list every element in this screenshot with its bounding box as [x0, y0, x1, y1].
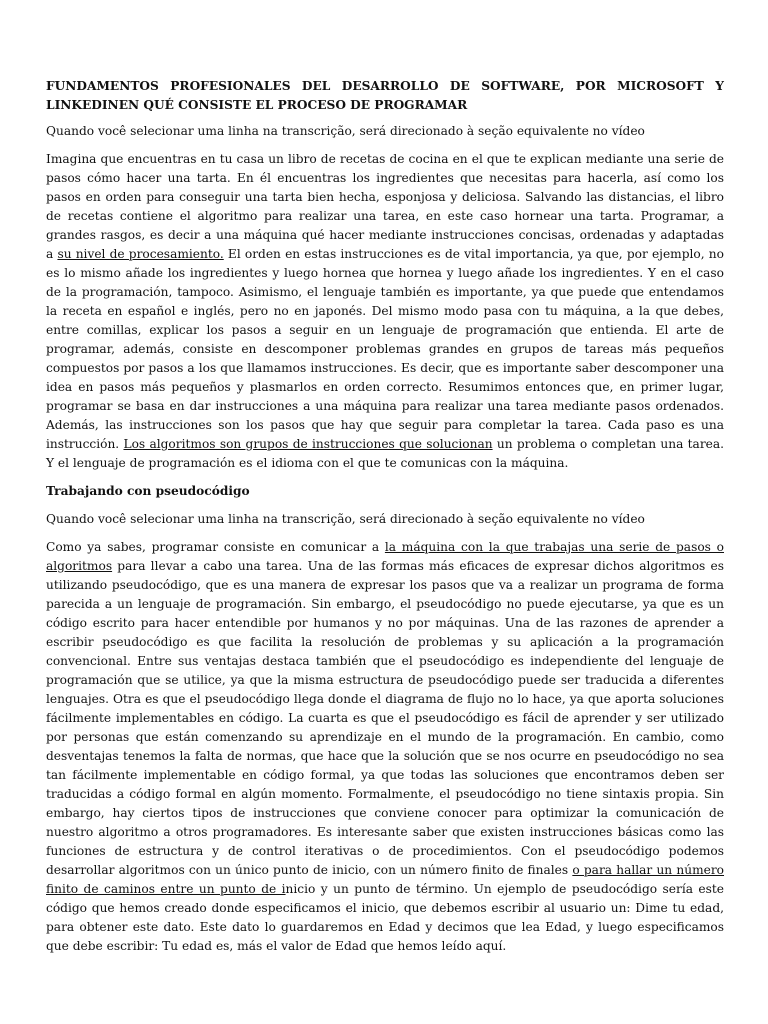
section-heading: Trabajando con pseudocódigo	[46, 484, 250, 498]
paragraph-text: El orden en estas instrucciones es de vital importancia, ya que, por ejemplo, no es lo mismo añade los ingredientes y luego hornea que hornea y luego añade los ingredientes. Y en el caso de la programación, tampoco. Asimismo, el lenguaje también es importante, ya que puede que entendamos la receta en español e inglés, pero no en japonés. Del mismo modo pasa con tu máquina, a la que debes, entre comillas, explicar los pasos a seguir en un lenguaje de programación que entienda. El arte de programar, además, consiste en descomponer problemas grandes en grupos de tareas más pequeños compuestos por pasos a los que llamamos instrucciones. Es decir, que es importante saber descomponer una idea en pasos más pequeños y plasmarlos en orden correcto. Resumimos entonces que, en primer lugar, programar se basa en dar instrucciones a una máquina para realizar una tarea mediante pasos ordenados. Además, las instrucciones son los pasos que hay que seguir para completar la tarea. Cada paso es una instrucción.	[46, 247, 724, 451]
paragraph-text: nicio y un punto de término. Un ejemplo de pseudocódigo sería este código que hemos creado donde especificamos el inicio, que debemos escribir al usuario un: Dime tu edad, para obtener este dato. Este dato lo guardaremos en Edad y decimos que lea Edad, y luego especificamos que debe escribir: Tu edad es, más el valor de Edad que hemos leído aquí.	[46, 882, 725, 953]
transcript-note: Quando você selecionar uma linha na transcrição, será direcionado à seção equivalente no vídeo	[46, 512, 645, 526]
paragraph-text: para llevar a cabo una tarea. Una de las formas más eficaces de expresar dichos algoritmos es utilizando pseudocódigo, que es una manera de expresar los pasos que va a realizar un programa de forma parecida a un lenguaje de programación. Sin embargo, el pseudocódigo no puede ejecutarse, ya que es un código escrito para hacer entendible por humanos y no por máquinas. Una de las razones de aprender a escribir pseudocódigo es que facilita la resolución de problemas y su aplicación a la programación convencional. Entre sus ventajas destaca también que el pseudocódigo es independiente del lenguaje de programación que se utilice, ya que la misma estructura de pseudocódigo puede ser traducida a diferentes lenguajes. Otra es que el pseudocódigo llega donde el diagrama de flujo no lo hace, ya que aporta soluciones fácilmente implementables en código. La cuarta es que el pseudocódigo es fácil de aprender y ser utilizado por personas que están comenzando su aprendizaje en el mundo de la programación. En cambio, como desventajas tenemos la falta de normas, que hace que la solución que se nos ocurre en pseudocódigo no sea tan fácilmente implementable en código formal, ya que todas las soluciones que encontramos deben ser traducidas a código formal en algún momento. Formalmente, el pseudocódigo no tiene sintaxis propia. Sin embargo, hay ciertos tipos de instrucciones que conviene conocer para optimizar la comunicación de nuestro algoritmo a otros programadores. Es interesante saber que existen instrucciones básicas como las funciones de estructura y de control iterativas o de procedimientos. Con el pseudocódigo podemos desarrollar algoritmos con un único punto de inicio, con un número finito de finales	[46, 559, 724, 877]
transcript-link[interactable]: o para hallar un número finito de caminos entre un punto de i	[46, 863, 725, 896]
transcript-note: Quando você selecionar uma linha na transcrição, será direcionado à seção equivalente no vídeo	[46, 124, 645, 138]
document-page	[46, 77, 724, 965]
paragraph-text: Como ya sabes, programar consiste en comunicar a	[46, 540, 385, 554]
paragraph-text: Imagina que encuentras en tu casa un libro de recetas de cocina en el que te explican mediante una serie de pasos cómo hacer una tarta. En él encuentras los ingredientes que necesitas para hacerla, así como los pasos en orden para conseguir una tarta bien hecha, esponjosa y deliciosa. Salvando las distancias, el libro de recetas contiene el algoritmo para realizar una tarea, en este caso hornear una tarta. Programar, a grandes rasgos, es decir a una máquina qué hacer mediante instrucciones concisas, ordenadas y adaptadas a	[46, 152, 724, 261]
document-title: FUNDAMENTOS PROFESIONALES DEL DESARROLLO DE SOFTWARE, POR MICROSOFT Y LINKEDINEN QUÉ CONSISTE EL PROCESO DE PROGRAMAR	[46, 79, 724, 112]
body-paragraph	[46, 150, 724, 473]
transcript-link[interactable]: la máquina con la que trabajas una serie de pasos o algoritmos	[46, 540, 724, 573]
body-paragraph	[46, 538, 724, 956]
transcript-link[interactable]: Los algoritmos son grupos de instrucciones que solucionan	[123, 437, 493, 451]
paragraph-text: un problema o completan una tarea. Y el lenguaje de programación es el idioma con el que te comunicas con la máquina.	[46, 437, 725, 470]
transcript-link[interactable]: su nivel de procesamiento.	[57, 247, 224, 261]
